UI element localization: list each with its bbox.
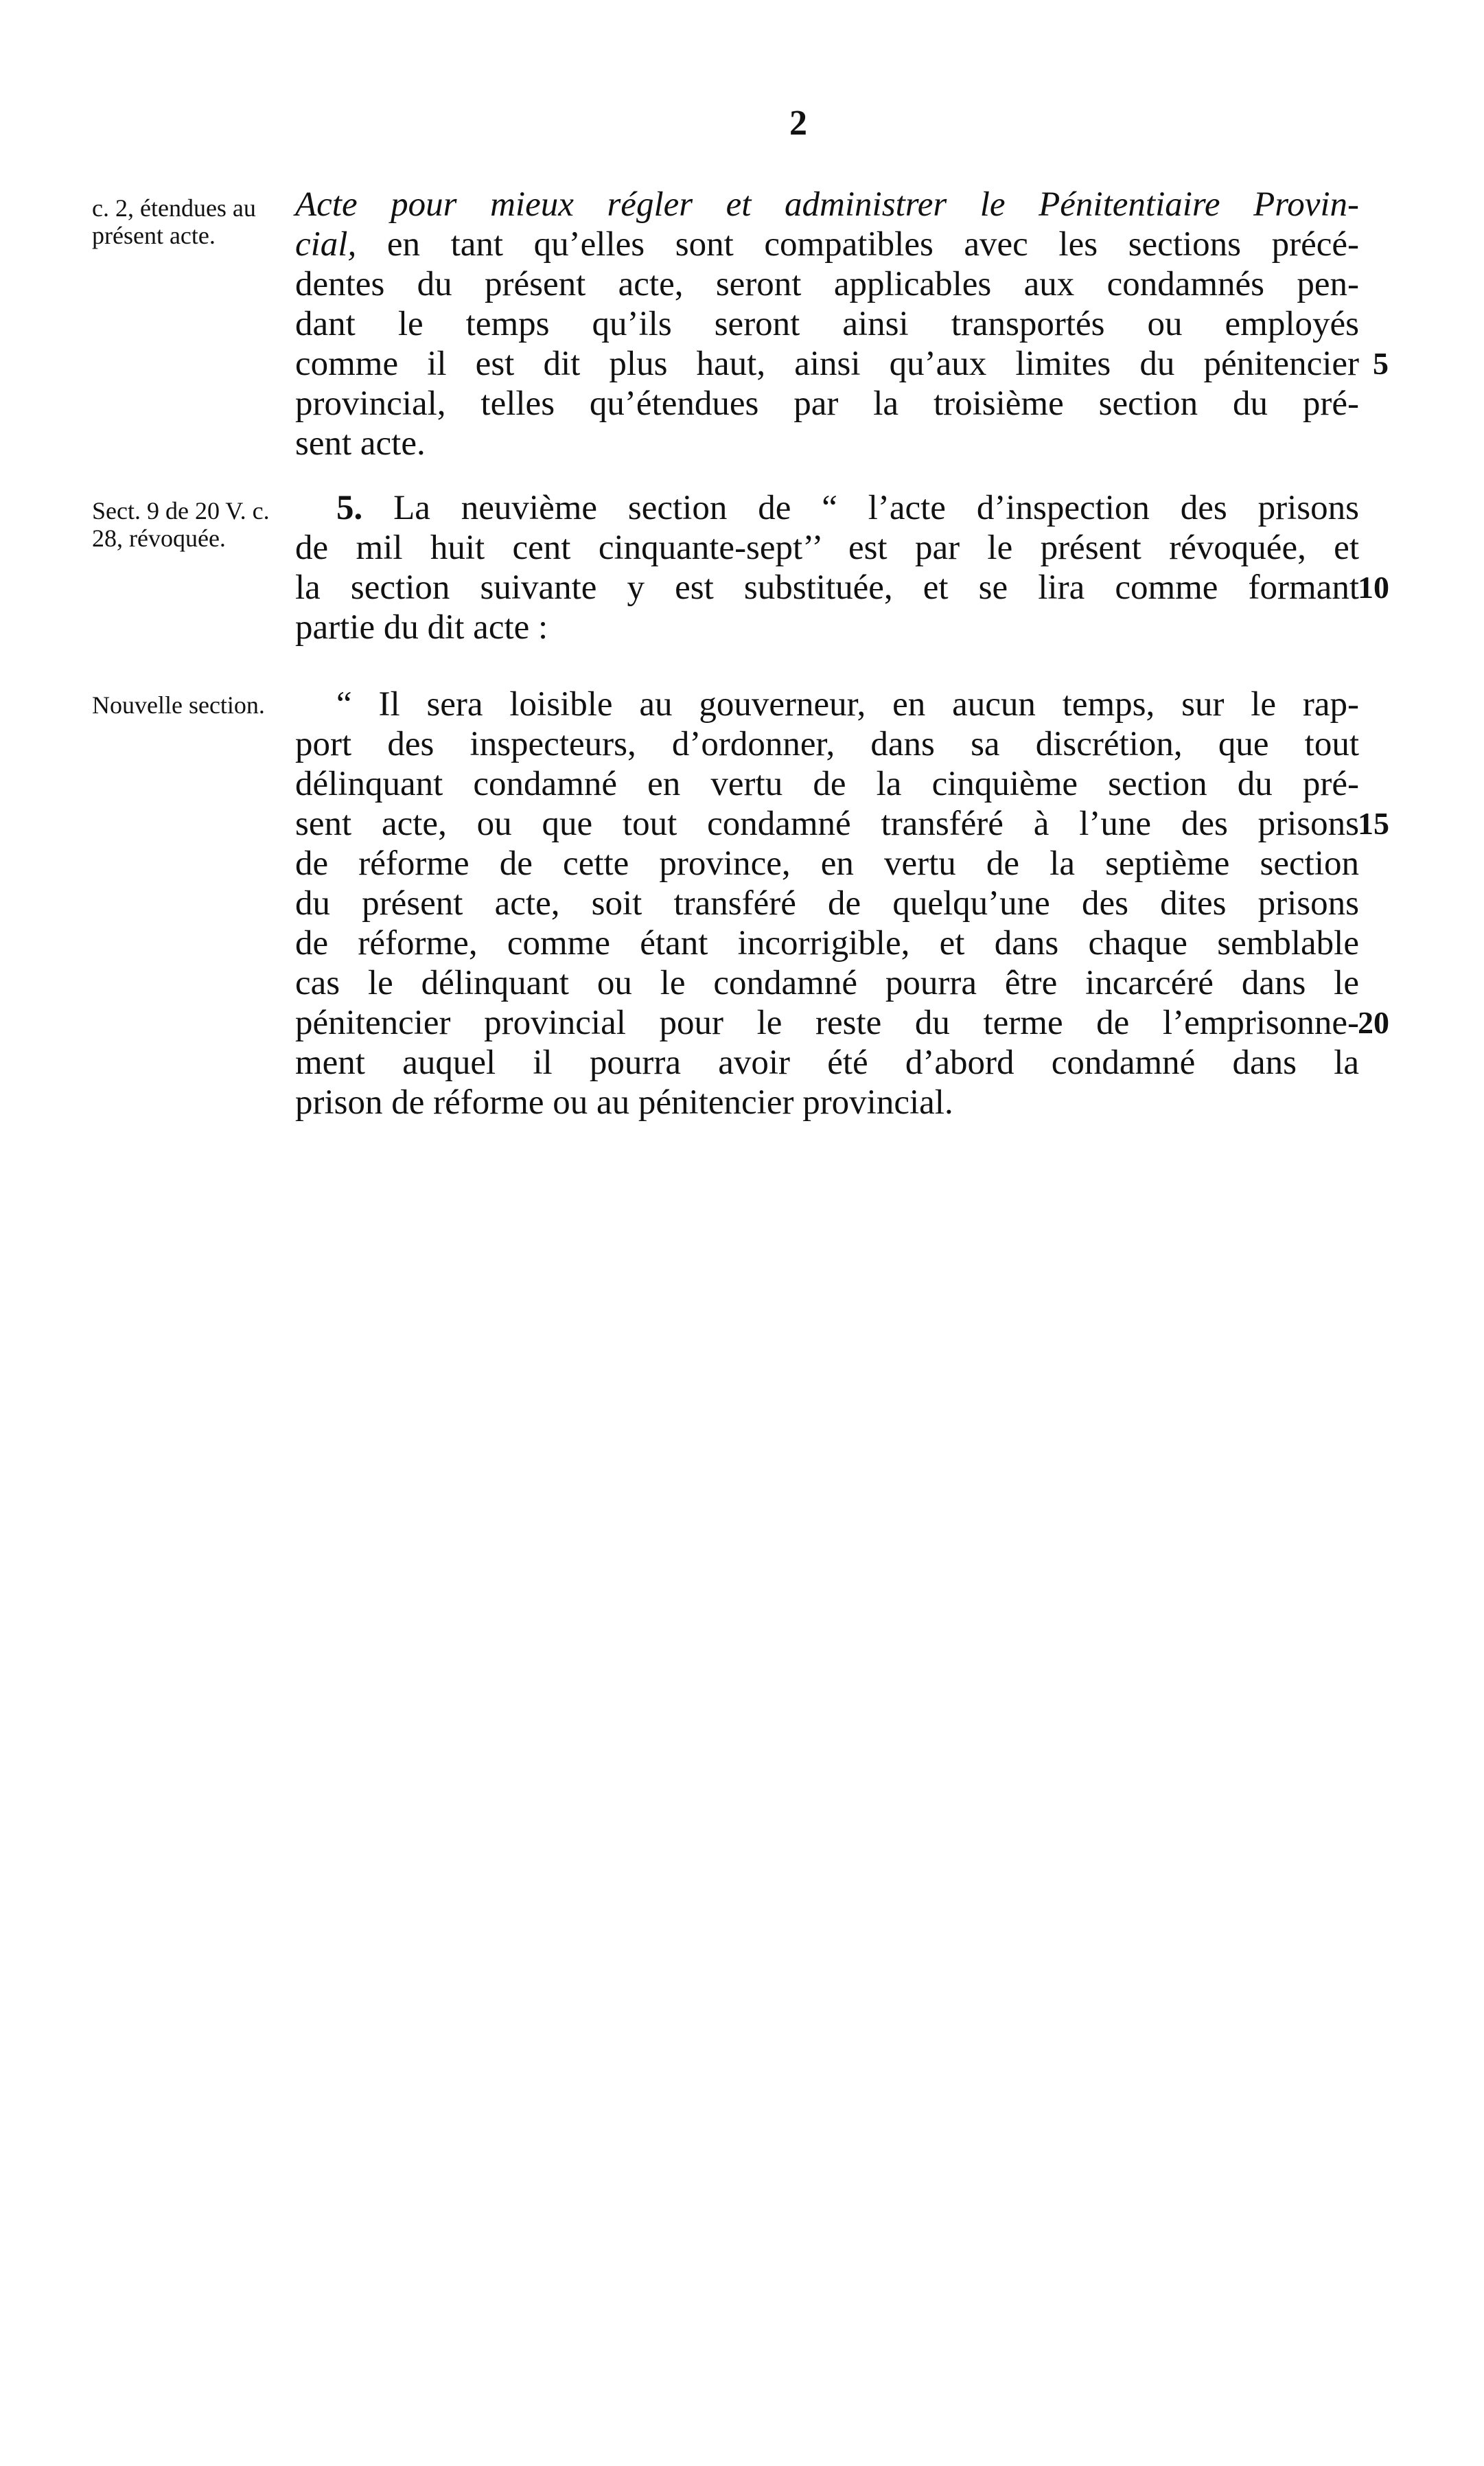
text-line: de réforme, comme étant incorrigible, et dans chaque semblable [295,924,1359,963]
text-line: prison de réforme ou au pénitencier provincial. [295,1083,953,1122]
text-line: la section suivante y est substituée, et se lira comme formant [295,568,1359,607]
text-line [295,224,1359,265]
text-line: sent acte. [295,424,426,463]
line-number: 10 [1358,570,1389,605]
sidenote-section-revoked: Sect. 9 de 20 V. c. 28, révoquée. [92,497,270,552]
text-span: en tant qu’elles sont compatibles avec les sections précé- [356,225,1359,264]
text-line: port des inspecteurs, d’ordonner, dans sa discrétion, que tout [295,725,1359,763]
line-number: 15 [1358,806,1389,841]
line-number: 20 [1358,1005,1389,1040]
section-number: 5. [336,489,363,527]
act-title-italic-end: cial, [295,225,357,264]
text-line: dant le temps qu’ils seront ainsi transportés ou employés [295,305,1359,343]
text-line [295,184,1359,225]
text-line: du présent acte, soit transféré de quelqu’une des dites prisons [295,884,1359,923]
text-line: pénitencier provincial pour le reste du terme de l’emprisonne- [295,1004,1359,1042]
text-line: partie du dit acte : [295,608,548,647]
sidenote-extended: c. 2, étendues au présent acte. [92,194,256,249]
text-line: ment auquel il pourra avoir été d’abord condamné dans la [295,1044,1359,1082]
text-line: provincial, telles qu’étendues par la troisième section du pré- [295,384,1359,423]
text-line: de réforme de cette province, en vertu de la septième section [295,844,1359,883]
text-line: sent acte, ou que tout condamné transféré à l’une des prisons [295,805,1359,843]
text-line: dentes du présent acte, seront applicables aux condamnés pen- [295,265,1359,303]
text-line: de mil huit cent cinquante-sept’’ est par le présent révoquée, et [295,529,1359,567]
line-number: 5 [1373,346,1389,381]
text-line: comme il est dit plus haut, ainsi qu’aux limites du pénitencier [295,345,1359,383]
text-line [295,487,1359,529]
act-title-italic: Acte pour mieux régler et administrer le Pénitentiaire Provin- [295,185,1359,224]
text-span: La neuvième section de “ l’acte d’inspection des prisons [362,489,1359,527]
text-line: “ Il sera loisible au gouverneur, en aucun temps, sur le rap- [336,685,1359,724]
sidenote-new-section: Nouvelle section. [92,691,265,719]
text-line: délinquant condamné en vertu de la cinquième section du pré- [295,765,1359,803]
text-line: cas le délinquant ou le condamné pourra être incarcéré dans le [295,964,1359,1002]
page-number: 2 [789,104,807,143]
